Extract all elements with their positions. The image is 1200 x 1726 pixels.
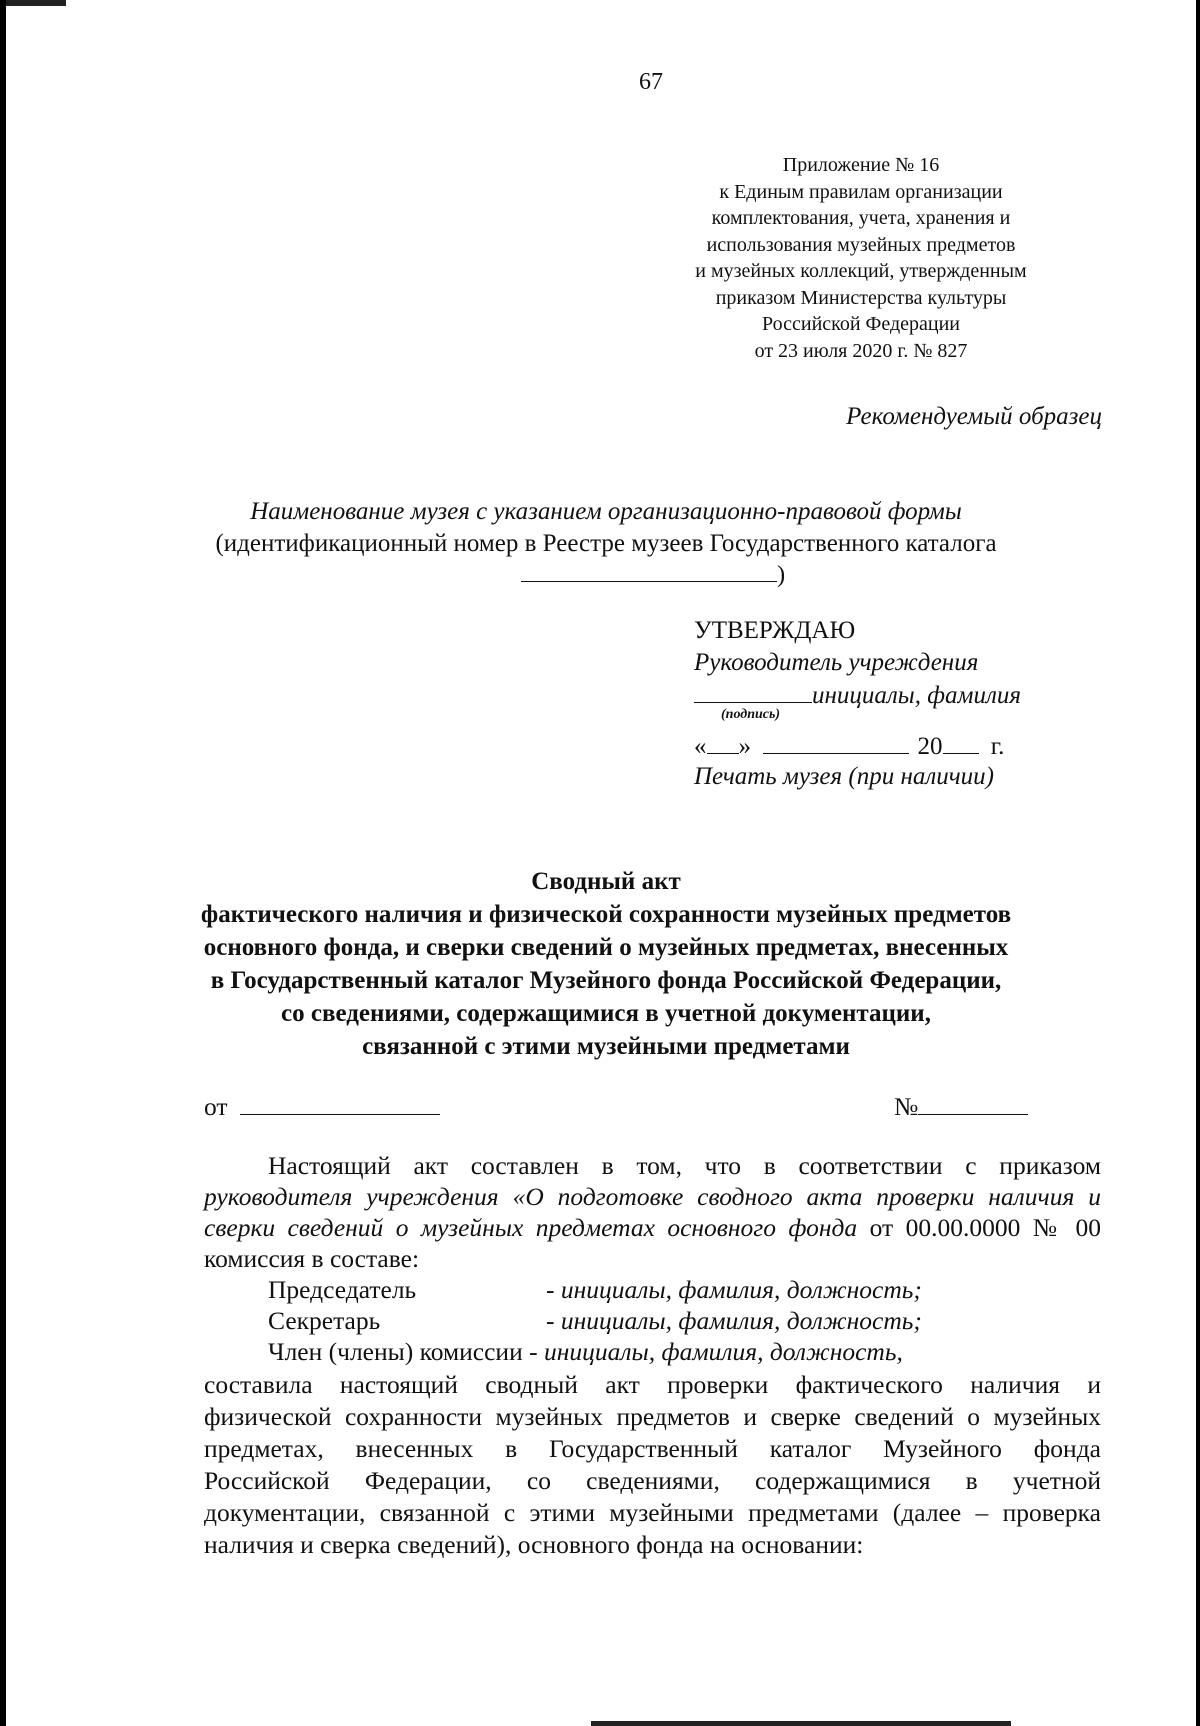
appendix-line: комплектования, учета, хранения и bbox=[711, 207, 1011, 229]
appendix-line: к Единым правилам организации bbox=[719, 180, 1003, 203]
act-subtitle-line: со сведениями, содержащимися в учетной документации, bbox=[281, 1000, 931, 1027]
museum-id-blank bbox=[521, 559, 777, 582]
date-year-blank bbox=[943, 731, 979, 754]
approval-seal: Печать музея (при наличии) bbox=[694, 763, 994, 790]
member-role: Член (члены) комиссии bbox=[268, 1337, 523, 1366]
appendix-line: приказом Министерства культуры bbox=[715, 286, 1007, 309]
member-commission bbox=[268, 1337, 1068, 1367]
act-subtitle-line: фактического наличия и физической сохранности музейных предметов bbox=[200, 901, 1012, 928]
appendix-block bbox=[661, 152, 1061, 364]
body-line: составила настоящий сводный акт проверки фактического наличия и bbox=[204, 1370, 1101, 1399]
body-line: документации, связанной с этими музейными предметами (далее – проверка bbox=[204, 1498, 1101, 1527]
approval-name-placeholder: инициалы, фамилия bbox=[812, 682, 1021, 709]
body-line: физической сохранности музейных предметов и сверке сведений о музейных bbox=[204, 1402, 1101, 1431]
museum-id-field: ) bbox=[521, 559, 785, 589]
museum-id-line: (идентификационный номер в Реестре музеев Государственного каталога bbox=[215, 530, 997, 557]
member-value: - инициалы, фамилия, должность; bbox=[546, 1306, 922, 1335]
appendix-line: Российской Федерации bbox=[761, 313, 961, 335]
page-number: 67 bbox=[639, 69, 663, 95]
act-title: Сводный акт bbox=[531, 868, 681, 895]
body-line: Настоящий акт составлен в том, что в соответствии с приказом bbox=[268, 1151, 1101, 1180]
appendix-line: от 23 июля 2020 г. № 827 bbox=[754, 339, 968, 362]
act-number-field bbox=[894, 1092, 1028, 1122]
scan-mark-bottom bbox=[591, 1721, 1011, 1726]
approval-date-row: « » 20 г. bbox=[694, 733, 1005, 760]
body-line: руководителя учреждения «О подготовке сводного акта проверки наличия и bbox=[204, 1182, 1101, 1211]
member-role: Председатель bbox=[268, 1275, 417, 1304]
scan-mark-top-left bbox=[6, 0, 66, 6]
appendix-line: использования музейных предметов bbox=[706, 233, 1016, 256]
from-label: от bbox=[204, 1092, 228, 1121]
signature-caption: (подпись) bbox=[721, 707, 781, 722]
body-line: наличия и сверка сведений), основного фонда на основании: bbox=[204, 1530, 864, 1559]
approval-block bbox=[694, 616, 1114, 792]
member-role: Секретарь bbox=[268, 1306, 381, 1335]
member-chairman bbox=[268, 1275, 1068, 1305]
appendix-line: Приложение № 16 bbox=[782, 154, 940, 176]
body-line: комиссия в составе: bbox=[204, 1244, 420, 1273]
date-day-blank bbox=[707, 731, 739, 754]
member-value: - инициалы, фамилия, должность; bbox=[546, 1275, 922, 1304]
member-value: - инициалы, фамилия, должность, bbox=[529, 1337, 903, 1366]
act-number-blank bbox=[918, 1092, 1028, 1115]
approval-heading: УТВЕРЖДАЮ bbox=[694, 617, 856, 644]
body-line: Российской Федерации, со сведениями, содержащимися в учетной bbox=[204, 1466, 1101, 1495]
body-line: предметах, внесенных в Государственный каталог Музейного фонда bbox=[204, 1434, 1101, 1463]
act-date-field bbox=[204, 1092, 440, 1122]
act-subtitle-line: связанной с этими музейными предметами bbox=[362, 1033, 850, 1060]
appendix-line: и музейных коллекций, утвержденным bbox=[695, 260, 1027, 282]
body-line: сверки сведений о музейных предметах основного фонда от 00.00.0000 № 00 bbox=[204, 1213, 1101, 1242]
act-date-blank bbox=[240, 1092, 440, 1115]
act-subtitle-line: основного фонда, и сверки сведений о музейных предметах, внесенных bbox=[203, 934, 1009, 961]
number-label: № bbox=[894, 1092, 919, 1121]
act-subtitle-line: в Государственный каталог Музейного фонда Российской Федерации, bbox=[210, 967, 1002, 994]
approval-role: Руководитель учреждения bbox=[694, 649, 979, 676]
date-month-blank bbox=[763, 731, 909, 754]
member-secretary bbox=[268, 1306, 1068, 1336]
sample-label: Рекомендуемый образец bbox=[846, 403, 1102, 430]
museum-name-line: Наименование музея с указанием организационно-правовой формы bbox=[250, 498, 962, 525]
signature-blank bbox=[694, 680, 812, 703]
